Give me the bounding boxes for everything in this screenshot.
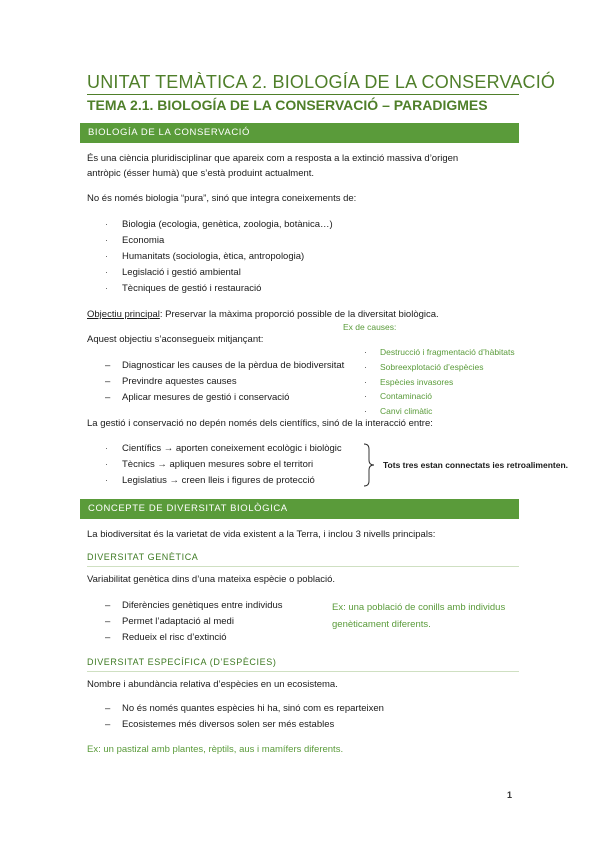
species-example: Ex: un pastizal amb plantes, rèptils, aus i mamífers diferents.: [87, 744, 344, 755]
bullet-dot: ·: [105, 251, 108, 261]
list-item-actor: Legislatius → creen lleis i figures de protecció: [122, 475, 315, 486]
cause-item: Destrucció i fragmentació d’hàbitats: [380, 347, 515, 357]
bullet-dot: ·: [364, 377, 367, 387]
objective-text: : Preservar la màxima proporció possible de la diversitat biològica.: [159, 309, 439, 320]
cause-item: Espècies invasores: [380, 377, 454, 387]
list-item-discipline: Humanitats (sociologia, ètica, antropologia): [122, 251, 305, 262]
genetic-example-line-1: Ex: una població de conills amb individus: [332, 602, 506, 613]
bullet-dot: ·: [105, 219, 108, 229]
section-heading-bar: BIOLOGÍA DE LA CONSERVACIÓ: [80, 123, 519, 143]
subsection-rule: [87, 671, 519, 672]
bullet-dot: ·: [105, 459, 108, 469]
genetic-example-line-2: genèticament diferents.: [332, 619, 431, 630]
dash-bullet: –: [105, 632, 111, 643]
subsection-heading-genetic: DIVERSITAT GENÈTICA: [87, 552, 199, 562]
list-item-actor: Tècnics → apliquen mesures sobre el territori: [122, 459, 314, 470]
page-number: 1: [507, 790, 513, 800]
subsection-heading-species: DIVERSITAT ESPECÍFICA (D’ESPÈCIES): [87, 657, 277, 667]
list-item-discipline: Biologia (ecologia, genètica, zoologia, botànica…): [122, 219, 333, 230]
list-item-species: No és només quantes espècies hi ha, sinó com es reparteixen: [122, 703, 384, 714]
bullet-dot: ·: [105, 475, 108, 485]
subsection-rule: [87, 566, 519, 567]
document-subtitle: TEMA 2.1. BIOLOGÍA DE LA CONSERVACIÓ – PARADIGMES: [87, 97, 488, 113]
connected-note: Tots tres estan connectats ies retroalimenten.: [383, 460, 569, 470]
bullet-dot: ·: [364, 362, 367, 372]
bullet-dot: ·: [105, 443, 108, 453]
title-underline: [87, 94, 519, 95]
intro-line-2: antròpic (ésser humà) que s’està produint actualment.: [87, 168, 315, 179]
bullet-dot: ·: [105, 283, 108, 293]
not-only-paragraph: No és només biologia “pura”, sinó que integra coneixements de:: [87, 193, 357, 204]
intro-line-1: És una ciència pluridisciplinar que apareix com a resposta a la extinció massiva d’origen: [87, 153, 459, 164]
list-item-genetic: Diferències genètiques entre individus: [122, 600, 283, 611]
management-paragraph: La gestió i conservació no depén només dels científics, sinó de la interacció entre:: [87, 418, 433, 429]
dash-bullet: –: [105, 703, 111, 714]
list-item-discipline: Legislació i gestió ambiental: [122, 267, 241, 278]
bullet-dot: ·: [105, 267, 108, 277]
dash-bullet: –: [105, 719, 111, 730]
dash-bullet: –: [105, 616, 111, 627]
cause-item: Canvi climàtic: [380, 406, 433, 416]
bullet-dot: ·: [364, 406, 367, 416]
cause-item: Contaminació: [380, 391, 432, 401]
dash-bullet: –: [105, 392, 111, 403]
bullet-dot: ·: [105, 235, 108, 245]
list-item-means: Aplicar mesures de gestió i conservació: [122, 392, 290, 403]
objective-line: [87, 309, 439, 320]
list-item-means: Previndre aquestes causes: [122, 376, 237, 387]
list-item-genetic: Permet l’adaptació al medi: [122, 616, 234, 627]
cause-item: Sobreexplotació d’espècies: [380, 362, 484, 372]
list-item-species: Ecosistemes més diversos solen ser més estables: [122, 719, 335, 730]
bullet-dot: ·: [364, 347, 367, 357]
biodiversity-intro: La biodiversitat és la varietat de vida existent a la Terra, i inclou 3 nivells principals:: [87, 529, 436, 540]
document-title: UNITAT TEMÀTICA 2. BIOLOGÍA DE LA CONSERVACIÓ: [87, 72, 556, 92]
achieved-paragraph: Aquest objectiu s’aconsegueix mitjançant:: [87, 334, 264, 345]
dash-bullet: –: [105, 600, 111, 611]
bullet-dot: ·: [364, 391, 367, 401]
right-brace-icon: [363, 443, 375, 487]
species-definition: Nombre i abundància relativa d’espècies en un ecosistema.: [87, 679, 338, 690]
list-item-means: Diagnosticar les causes de la pèrdua de biodiversitat: [122, 360, 345, 371]
list-item-actor: Científics → aporten coneixement ecològic i biològic: [122, 443, 342, 454]
dash-bullet: –: [105, 360, 111, 371]
objective-label: Objectiu principal: [87, 309, 160, 320]
list-item-discipline: Tècniques de gestió i restauració: [122, 283, 262, 294]
dash-bullet: –: [105, 376, 111, 387]
section-heading-bar: CONCEPTE DE DIVERSITAT BIOLÒGICA: [80, 499, 519, 519]
genetic-definition: Variabilitat genètica dins d’una mateixa espècie o població.: [87, 574, 336, 585]
causes-label: Ex de causes:: [343, 322, 397, 332]
list-item-genetic: Redueix el risc d’extinció: [122, 632, 227, 643]
list-item-discipline: Economia: [122, 235, 165, 246]
